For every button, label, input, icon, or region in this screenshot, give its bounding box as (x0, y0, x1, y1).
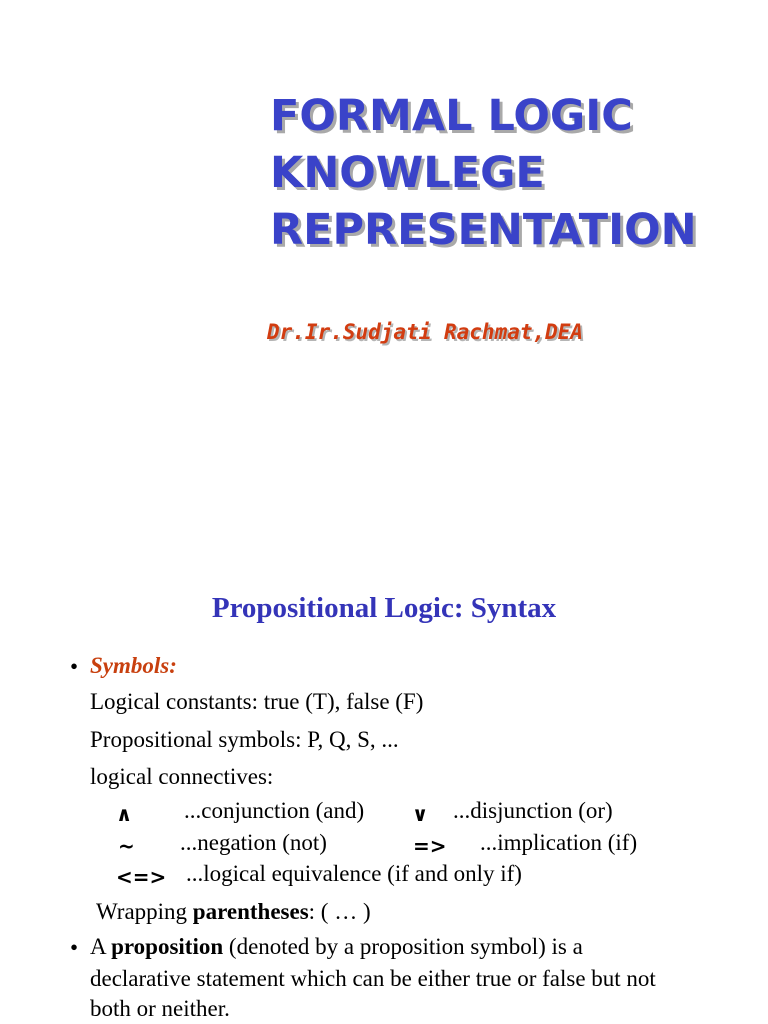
prop-symbols-line: Propositional symbols: P, Q, S, ... (90, 727, 399, 752)
negation-symbol: ~ (118, 834, 135, 858)
conjunction-symbol: ∧ (116, 802, 133, 826)
parentheses-suffix: : ( … ) (308, 899, 371, 924)
slide-title: Propositional Logic: Syntax (211, 592, 557, 624)
bullet-symbols: • (70, 654, 79, 679)
connectives-line: logical connectives: (90, 764, 274, 789)
symbols-label: Symbols: (90, 653, 177, 678)
cover-title (270, 88, 750, 259)
equivalence-desc: ...logical equivalence (if and only if) (186, 861, 522, 886)
bullet-proposition: • (70, 935, 79, 960)
implication-symbol: => (413, 834, 447, 858)
disjunction-symbol: ∨ (412, 802, 429, 826)
negation-desc: ...negation (not) (180, 830, 327, 855)
parentheses-prefix: Wrapping (96, 899, 193, 924)
disjunction-desc: ...disjunction (or) (453, 798, 613, 823)
author-name: Dr.Ir.Sudjati Rachmat,DEA (267, 320, 584, 344)
proposition-line-3: both or neither. (90, 996, 230, 1021)
implication-desc: ...implication (if) (480, 830, 638, 855)
cover-title-line-3: REPRESENTATION (270, 205, 697, 255)
cover-title-line-2: KNOWLEGE (270, 148, 545, 198)
constants-line: Logical constants: true (T), false (F) (90, 689, 424, 714)
proposition-prefix: A (90, 934, 112, 959)
proposition-line-1 (90, 934, 583, 960)
cover-title-line-1: FORMAL LOGIC (270, 91, 633, 141)
parentheses-line (96, 899, 371, 925)
equivalence-symbol: <=> (116, 865, 167, 889)
proposition-bold: proposition (111, 934, 224, 959)
proposition-line-2: declarative statement which can be either true or false but not (90, 966, 656, 991)
conjunction-desc: ...conjunction (and) (184, 798, 365, 823)
parentheses-bold: parentheses (192, 899, 309, 924)
proposition-line1-suffix: (denoted by a proposition symbol) is a (223, 934, 583, 959)
